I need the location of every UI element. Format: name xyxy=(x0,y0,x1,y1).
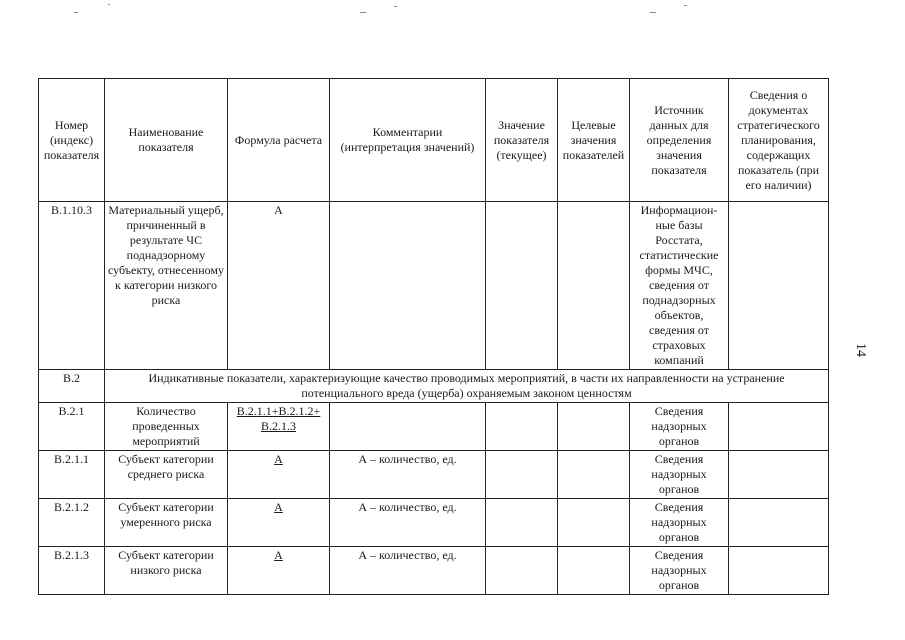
header-formula: Формула расчета xyxy=(228,79,330,202)
row-index: В.2.1.3 xyxy=(39,547,105,595)
header-comment: Комментарии (интерпретация значений) xyxy=(330,79,486,202)
row-formula: А xyxy=(228,451,330,499)
header-strategic-docs: Сведения о документах стратегического планирования, содержащих показатель (при его наличии) xyxy=(729,79,829,202)
header-current-value: Значение показателя (текущее) xyxy=(486,79,558,202)
table-row xyxy=(39,451,829,499)
row-formula: А xyxy=(228,202,330,370)
row-formula: А xyxy=(228,547,330,595)
row-target-value xyxy=(558,451,630,499)
header-name: Наименование показателя xyxy=(105,79,228,202)
table-row xyxy=(39,547,829,595)
row-comment: А – количество, ед. xyxy=(330,451,486,499)
section-row xyxy=(39,370,829,403)
header-target-values: Целевые значения показателей xyxy=(558,79,630,202)
row-strategic-docs xyxy=(729,499,829,547)
row-strategic-docs xyxy=(729,202,829,370)
table-row xyxy=(39,403,829,451)
row-current-value xyxy=(486,403,558,451)
table-row xyxy=(39,499,829,547)
row-comment xyxy=(330,202,486,370)
row-name: Субъект категории умеренного риска xyxy=(105,499,228,547)
row-source: Сведения надзорных органов xyxy=(630,547,729,595)
row-formula: А xyxy=(228,499,330,547)
row-current-value xyxy=(486,451,558,499)
header-data-source: Источник данных для определения значения показателя xyxy=(630,79,729,202)
header-index: Номер (индекс) показателя xyxy=(39,79,105,202)
row-source: Сведения надзорных органов xyxy=(630,451,729,499)
row-comment xyxy=(330,403,486,451)
row-target-value xyxy=(558,547,630,595)
row-name: Субъект категории среднего риска xyxy=(105,451,228,499)
scan-specks xyxy=(0,0,905,30)
row-formula: В.2.1.1+В.2.1.2+ В.2.1.3 xyxy=(228,403,330,451)
page-number: 14 xyxy=(853,343,868,357)
row-comment: А – количество, ед. xyxy=(330,547,486,595)
table-row xyxy=(39,202,829,370)
row-strategic-docs xyxy=(729,451,829,499)
row-index: В.2.1 xyxy=(39,403,105,451)
row-index: В.2.1.1 xyxy=(39,451,105,499)
row-name: Материальный ущерб, причиненный в результате ЧС поднадзорному субъекту, отнесенному к категории низкого риска xyxy=(105,202,228,370)
row-source: Сведения надзорных органов xyxy=(630,403,729,451)
row-source: Информацион-ные базы Росстата, статистические формы МЧС, сведения от поднадзорных объектов, сведения от страховых компаний xyxy=(630,202,729,370)
row-current-value xyxy=(486,499,558,547)
row-target-value xyxy=(558,403,630,451)
section-index: В.2 xyxy=(39,370,105,403)
row-name: Субъект категории низкого риска xyxy=(105,547,228,595)
row-source: Сведения надзорных органов xyxy=(630,499,729,547)
row-current-value xyxy=(486,547,558,595)
row-target-value xyxy=(558,202,630,370)
header-row xyxy=(39,79,829,202)
row-current-value xyxy=(486,202,558,370)
section-title: Индикативные показатели, характеризующие качество проводимых мероприятий, в части их направленности на устранение потенциального вреда (ущерба) охраняемым законом ценностям xyxy=(105,370,829,403)
row-target-value xyxy=(558,499,630,547)
row-strategic-docs xyxy=(729,547,829,595)
row-strategic-docs xyxy=(729,403,829,451)
row-name: Количество проведенных мероприятий xyxy=(105,403,228,451)
row-comment: А – количество, ед. xyxy=(330,499,486,547)
row-index: В.2.1.2 xyxy=(39,499,105,547)
row-index: В.1.10.3 xyxy=(39,202,105,370)
indicators-table xyxy=(38,78,829,595)
